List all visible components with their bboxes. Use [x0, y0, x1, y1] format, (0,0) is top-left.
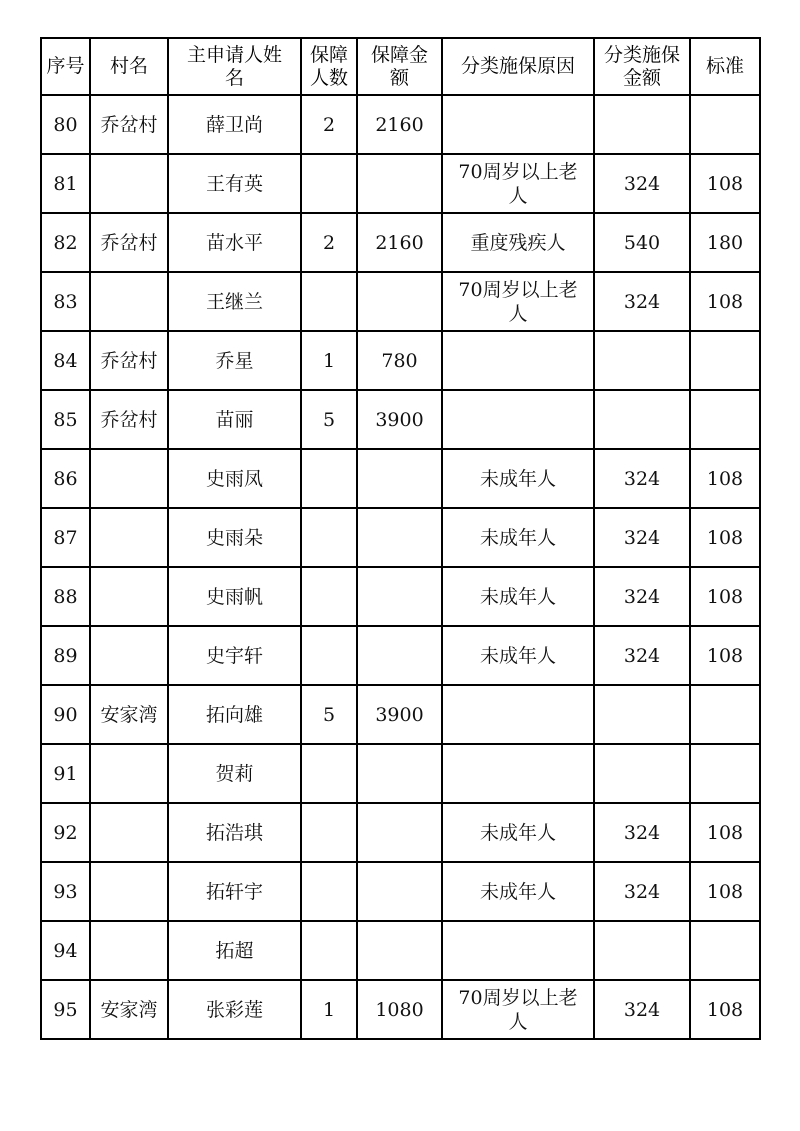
cell-class-amount: 324: [594, 508, 690, 567]
cell-persons: 5: [301, 685, 357, 744]
table-row: [41, 331, 760, 390]
cell-village: [90, 626, 168, 685]
cell-reason: [442, 213, 594, 272]
cell-class-amount: [594, 921, 690, 980]
cell-class-amount: 324: [594, 626, 690, 685]
cell-applicant: 张彩莲: [168, 980, 301, 1039]
cell-persons: 2: [301, 95, 357, 154]
cell-applicant: 苗丽: [168, 390, 301, 449]
cell-persons: [301, 803, 357, 862]
cell-reason: [442, 272, 594, 331]
cell-amount: [357, 154, 442, 213]
cell-standard: [690, 921, 760, 980]
cell-persons: 1: [301, 331, 357, 390]
cell-reason-text: 未成年人: [479, 467, 556, 490]
cell-seq: 85: [41, 390, 90, 449]
cell-village: [90, 449, 168, 508]
table-row: [41, 213, 760, 272]
cell-persons: [301, 744, 357, 803]
cell-persons: 5: [301, 390, 357, 449]
cell-standard: 108: [690, 508, 760, 567]
cell-class-amount: [594, 744, 690, 803]
cell-applicant: 史雨帆: [168, 567, 301, 626]
cell-reason: [442, 626, 594, 685]
cell-class-amount: 540: [594, 213, 690, 272]
cell-applicant: 史雨凤: [168, 449, 301, 508]
cell-applicant: 史宇轩: [168, 626, 301, 685]
header-amount: [357, 38, 442, 95]
cell-amount: [357, 449, 442, 508]
cell-standard: [690, 95, 760, 154]
cell-village: [90, 567, 168, 626]
cell-seq: 91: [41, 744, 90, 803]
header-class-amount: [594, 38, 690, 95]
cell-applicant: 贺莉: [168, 744, 301, 803]
cell-persons: [301, 921, 357, 980]
table-row: [41, 803, 760, 862]
cell-seq: 89: [41, 626, 90, 685]
cell-seq: 88: [41, 567, 90, 626]
table-body: [41, 95, 760, 1039]
cell-standard: 108: [690, 567, 760, 626]
cell-standard: [690, 744, 760, 803]
cell-reason: [442, 744, 594, 803]
cell-standard: [690, 685, 760, 744]
cell-applicant: 王有英: [168, 154, 301, 213]
cell-applicant: 乔星: [168, 331, 301, 390]
cell-standard: [690, 331, 760, 390]
header-applicant-label: 主申请人姓名: [186, 43, 282, 89]
cell-amount: 780: [357, 331, 442, 390]
cell-reason-text: 70周岁以上老人: [458, 160, 578, 207]
cell-village: 乔岔村: [90, 95, 168, 154]
cell-village: 安家湾: [90, 685, 168, 744]
cell-amount: [357, 921, 442, 980]
cell-seq: 93: [41, 862, 90, 921]
cell-class-amount: [594, 95, 690, 154]
cell-seq: 84: [41, 331, 90, 390]
header-seq: 序号: [41, 38, 90, 95]
cell-reason-text: 未成年人: [479, 821, 556, 844]
cell-seq: 80: [41, 95, 90, 154]
cell-seq: 81: [41, 154, 90, 213]
cell-reason: [442, 331, 594, 390]
cell-village: [90, 803, 168, 862]
cell-class-amount: 324: [594, 803, 690, 862]
cell-reason: [442, 685, 594, 744]
cell-standard: 108: [690, 154, 760, 213]
header-village: 村名: [90, 38, 168, 95]
table-row: [41, 508, 760, 567]
cell-persons: [301, 567, 357, 626]
cell-seq: 95: [41, 980, 90, 1039]
cell-reason: [442, 154, 594, 213]
table-row: [41, 921, 760, 980]
cell-seq: 90: [41, 685, 90, 744]
cell-reason-text: 未成年人: [479, 526, 556, 549]
cell-standard: 108: [690, 449, 760, 508]
cell-class-amount: 324: [594, 154, 690, 213]
cell-reason: [442, 862, 594, 921]
cell-village: [90, 744, 168, 803]
cell-persons: 2: [301, 213, 357, 272]
table-row: [41, 626, 760, 685]
cell-applicant: 拓超: [168, 921, 301, 980]
cell-amount: [357, 744, 442, 803]
cell-standard: 108: [690, 803, 760, 862]
cell-seq: 82: [41, 213, 90, 272]
cell-village: [90, 921, 168, 980]
cell-amount: 3900: [357, 685, 442, 744]
cell-reason: [442, 980, 594, 1039]
cell-village: 乔岔村: [90, 331, 168, 390]
cell-reason: [442, 803, 594, 862]
cell-standard: [690, 390, 760, 449]
cell-persons: [301, 272, 357, 331]
table-row: [41, 980, 760, 1039]
cell-applicant: 史雨朵: [168, 508, 301, 567]
cell-seq: 83: [41, 272, 90, 331]
cell-seq: 94: [41, 921, 90, 980]
header-amount-label: 保障金额: [370, 43, 428, 89]
table-row: [41, 685, 760, 744]
header-persons-label: 保障人数: [309, 43, 348, 89]
cell-reason-text: 未成年人: [479, 644, 556, 667]
cell-amount: [357, 272, 442, 331]
cell-class-amount: 324: [594, 980, 690, 1039]
cell-applicant: 苗水平: [168, 213, 301, 272]
header-persons: [301, 38, 357, 95]
table-row: [41, 862, 760, 921]
table-row: [41, 154, 760, 213]
subsidy-table: [40, 37, 761, 1040]
cell-village: [90, 154, 168, 213]
cell-reason-text: 未成年人: [479, 880, 556, 903]
cell-persons: [301, 508, 357, 567]
table-row: [41, 567, 760, 626]
header-applicant: [168, 38, 301, 95]
cell-seq: 86: [41, 449, 90, 508]
cell-class-amount: 324: [594, 567, 690, 626]
cell-persons: [301, 626, 357, 685]
cell-standard: 108: [690, 626, 760, 685]
table-row: [41, 449, 760, 508]
cell-amount: 2160: [357, 95, 442, 154]
cell-applicant: 拓轩宇: [168, 862, 301, 921]
cell-reason: [442, 567, 594, 626]
cell-amount: [357, 508, 442, 567]
cell-seq: 87: [41, 508, 90, 567]
cell-seq: 92: [41, 803, 90, 862]
header-standard: 标准: [690, 38, 760, 95]
cell-standard: 108: [690, 980, 760, 1039]
cell-village: [90, 862, 168, 921]
cell-applicant: 王继兰: [168, 272, 301, 331]
cell-village: 安家湾: [90, 980, 168, 1039]
cell-reason-text: 70周岁以上老人: [458, 278, 578, 325]
cell-reason: [442, 449, 594, 508]
cell-persons: 1: [301, 980, 357, 1039]
cell-standard: 108: [690, 272, 760, 331]
cell-amount: [357, 567, 442, 626]
cell-standard: 108: [690, 862, 760, 921]
cell-standard: 180: [690, 213, 760, 272]
cell-class-amount: 324: [594, 449, 690, 508]
cell-applicant: 薛卫尚: [168, 95, 301, 154]
cell-persons: [301, 862, 357, 921]
cell-amount: [357, 626, 442, 685]
header-reason: 分类施保原因: [442, 38, 594, 95]
cell-class-amount: 324: [594, 862, 690, 921]
table-row: [41, 95, 760, 154]
table-row: [41, 744, 760, 803]
cell-reason-text: 未成年人: [479, 585, 556, 608]
cell-village: 乔岔村: [90, 390, 168, 449]
cell-reason-text: 70周岁以上老人: [458, 986, 578, 1033]
cell-reason: [442, 95, 594, 154]
table-row: [41, 272, 760, 331]
cell-amount: [357, 803, 442, 862]
cell-persons: [301, 154, 357, 213]
cell-persons: [301, 449, 357, 508]
cell-class-amount: [594, 331, 690, 390]
cell-reason: [442, 390, 594, 449]
cell-amount: 1080: [357, 980, 442, 1039]
cell-class-amount: 324: [594, 272, 690, 331]
cell-reason: [442, 508, 594, 567]
cell-amount: [357, 862, 442, 921]
cell-village: 乔岔村: [90, 213, 168, 272]
table-row: [41, 390, 760, 449]
header-row: [41, 38, 760, 95]
cell-reason-text: 重度残疾人: [470, 231, 566, 254]
cell-village: [90, 508, 168, 567]
cell-class-amount: [594, 390, 690, 449]
cell-applicant: 拓浩琪: [168, 803, 301, 862]
cell-amount: 2160: [357, 213, 442, 272]
cell-reason: [442, 921, 594, 980]
cell-amount: 3900: [357, 390, 442, 449]
cell-class-amount: [594, 685, 690, 744]
cell-village: [90, 272, 168, 331]
cell-applicant: 拓向雄: [168, 685, 301, 744]
header-class-amount-label: 分类施保金额: [603, 43, 680, 89]
table-header: [41, 38, 760, 95]
